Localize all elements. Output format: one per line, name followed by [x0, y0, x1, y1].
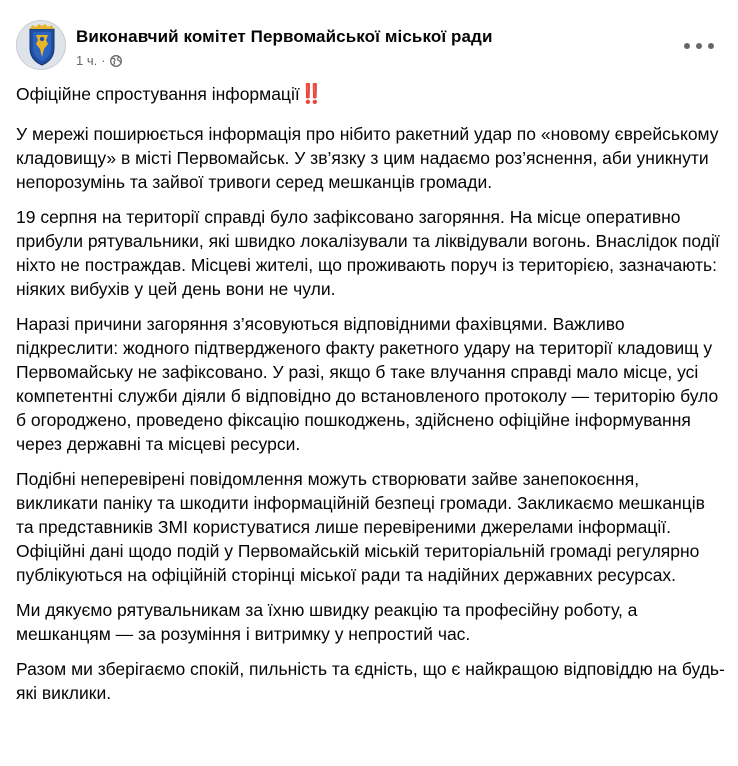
post-paragraph: Разом ми зберігаємо спокій, пильність та єдність, що є найкращою відповіддю на будь-які виклики.	[16, 659, 725, 703]
post-paragraph: Подібні неперевірені повідомлення можуть створювати зайве занепокоєння, викликати паніку та шкодити інформаційній безпеці громади. Закликаємо мешканців та представників ЗМІ користуватися лише перевіреними джерелами інформації. Офіційні дані щодо подій у Первомайській міській територіальній громаді регулярно публікуються на офіційній сторінці міської ради та надійних державних ресурсах.	[16, 469, 705, 585]
post-title-text: Офіційне спростування інформації	[16, 84, 300, 104]
coat-of-arms-icon	[17, 21, 66, 70]
globe-icon[interactable]	[110, 55, 122, 67]
post-header	[16, 20, 722, 72]
post-time[interactable]: 1 ч.	[76, 53, 98, 68]
post-paragraph: Ми дякуємо рятувальникам за їхню швидку реакцію та професійну роботу, а мешканцям — за розуміння і витримку у непростий час.	[16, 600, 638, 644]
more-options-icon[interactable]	[684, 36, 714, 56]
post-author[interactable]: Виконавчий комітет Первомайської міської ради	[76, 27, 493, 46]
post-paragraph: У мережі поширюється інформація про нібито ракетний удар по «новому єврейському кладовищу» в місті Первомайськ. У зв’язку з цим надаємо роз’яснення, аби уникнути непорозумінь та зайвої тривоги серед мешканців громади.	[16, 124, 719, 192]
post-meta	[76, 53, 122, 68]
post-paragraph: 19 серпня на території справді було зафіксовано загоряння. На місце оперативно прибули рятувальники, які швидко локалізували та ліквідували вогонь. Внаслідок події ніхто не постраждав. Місцеві жителі, що проживають поруч із територією, зазначають: ніяких вибухів у цей день вони не чули.	[16, 207, 720, 299]
post-paragraph: Наразі причини загоряння з’ясовуються відповідними фахівцями. Важливо підкреслити: жодного підтвердженого факту ракетного удару на території кладовищ у Первомайську не зафіксовано. У разі, якщо б таке влучання справді мало місце, усі компетентні служби діяли б відповідно до встановленого протоколу — територію було б огороджено, проведено фіксацію пошкоджень, здійснено офіційне інформування через державні та місцеві ресурси.	[16, 314, 719, 454]
double-exclamation-emoji: ‼️	[299, 84, 321, 105]
post-body	[16, 82, 726, 716]
meta-separator: ·	[101, 53, 106, 68]
post-title	[16, 82, 726, 107]
avatar[interactable]	[16, 20, 66, 70]
